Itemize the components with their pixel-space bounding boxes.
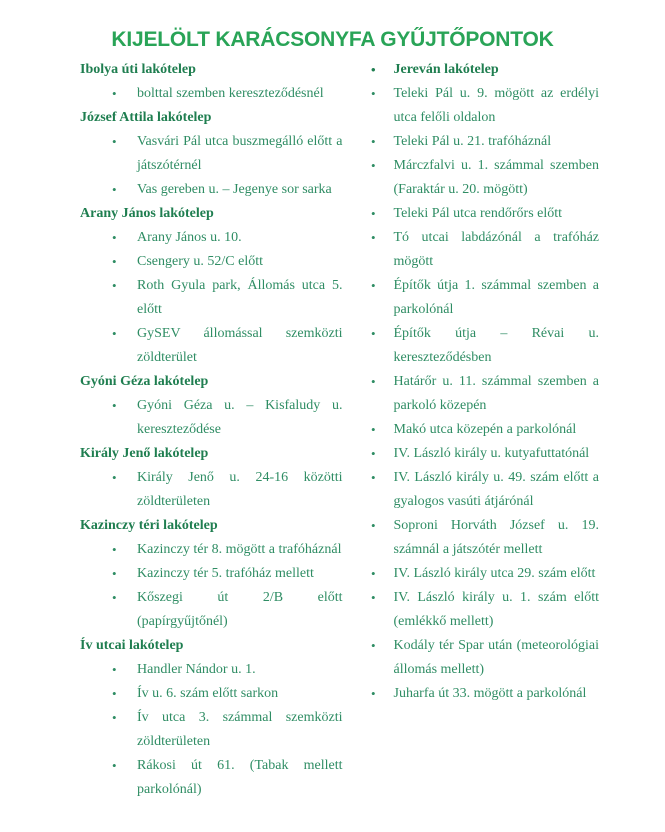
list-item [80, 250, 343, 274]
bullet-icon: • [371, 278, 376, 293]
bullet-icon: • [371, 326, 376, 341]
item-text: IV. László király utca 29. szám előtt [393, 566, 596, 581]
bullet-icon: • [112, 398, 117, 413]
bullet-icon: • [371, 638, 376, 653]
section-heading [371, 58, 599, 82]
list-item [371, 418, 599, 442]
item-text: Király Jenő u. 24-16 közötti zöldterületen [137, 470, 343, 509]
section-heading-label: Király Jenő lakótelep [80, 446, 209, 461]
item-text: Kazinczy tér 8. mögött a trafóháznál [137, 542, 342, 557]
item-text: bolttal szemben kereszteződésnél [137, 86, 324, 101]
list-item [80, 682, 343, 706]
item-text: Teleki Pál u. 9. mögött az erdélyi utca felőli oldalon [393, 86, 599, 125]
bullet-icon: • [371, 158, 376, 173]
item-text: IV. László király u. kutyafuttatónál [393, 446, 590, 461]
item-text: Márczfalvi u. 1. számmal szemben (Faraktár u. 20. mögött) [393, 158, 599, 197]
item-text: Vasvári Pál utca buszmegálló előtt a játszótérnél [137, 134, 343, 173]
section-heading-label: József Attila lakótelep [80, 110, 212, 125]
bullet-icon: • [112, 710, 117, 725]
item-text: Ív utca 3. számmal szemközti zöldterületen [137, 710, 343, 749]
bullet-icon: • [371, 86, 376, 101]
bullet-icon: • [112, 662, 117, 677]
bullet-icon: • [371, 206, 376, 221]
page-title: KIJELÖLT KARÁCSONYFA GYŰJTŐPONTOK [111, 28, 554, 51]
bullet-icon: • [112, 182, 117, 197]
bullet-icon: • [112, 590, 117, 605]
list-item [371, 370, 599, 418]
section-heading-label: Gyóni Géza lakótelep [80, 374, 209, 389]
bullet-icon: • [371, 590, 376, 605]
section-heading-label: Kazinczy téri lakótelep [80, 518, 218, 533]
list-item [80, 82, 343, 106]
list-item [371, 514, 599, 562]
section-heading [80, 442, 343, 466]
list-item [371, 562, 599, 586]
list-item [371, 202, 599, 226]
list-item [371, 634, 599, 682]
bullet-icon: • [371, 518, 376, 533]
list-item [80, 178, 343, 202]
column-right [371, 58, 599, 706]
item-text: Rákosi út 61. (Tabak mellett parkolónál) [137, 758, 343, 797]
list-item [371, 130, 599, 154]
section-heading-label: Arany János lakótelep [80, 206, 214, 221]
section-heading [80, 202, 343, 226]
bullet-icon: • [371, 446, 376, 461]
list-item [80, 322, 343, 370]
list-item [80, 538, 343, 562]
item-text: Kazinczy tér 5. trafóház mellett [137, 566, 314, 581]
bullet-icon: • [112, 686, 117, 701]
item-text: Építők útja 1. számmal szemben a parkolónál [393, 278, 599, 317]
bullet-icon: • [371, 230, 376, 245]
bullet-icon: • [371, 374, 376, 389]
list-item [80, 706, 343, 754]
list-item [371, 82, 599, 130]
item-text: Teleki Pál u. 21. trafóháznál [393, 134, 552, 149]
list-item [80, 226, 343, 250]
list-item [80, 274, 343, 322]
item-text: Határőr u. 11. számmal szemben a parkoló közepén [393, 374, 599, 413]
item-text: Teleki Pál utca rendőrőrs előtt [393, 206, 563, 221]
item-text: Handler Nándor u. 1. [137, 662, 256, 677]
bullet-icon: • [371, 686, 376, 701]
list-item [80, 394, 343, 442]
list-item [371, 274, 599, 322]
item-text: Kőszegi út 2/B előtt (papírgyűjtőnél) [137, 590, 343, 629]
list-item [371, 442, 599, 466]
section-heading [80, 370, 343, 394]
list-item [371, 586, 599, 634]
item-text: GySEV állomással szemközti zöldterület [137, 326, 343, 365]
section-heading [80, 58, 343, 82]
bullet-icon: • [371, 470, 376, 485]
item-text: Roth Gyula park, Állomás utca 5. előtt [137, 278, 343, 317]
item-text: Juharfa út 33. mögött a parkolónál [393, 686, 587, 701]
list-item [80, 562, 343, 586]
section-heading [80, 106, 343, 130]
bullet-icon: • [112, 542, 117, 557]
section-heading-label: Ibolya úti lakótelep [80, 62, 196, 77]
section-heading-label: Ív utcai lakótelep [80, 638, 184, 653]
bullet-icon: • [371, 62, 376, 77]
column-left [80, 58, 343, 802]
bullet-icon: • [112, 566, 117, 581]
bullet-icon: • [112, 758, 117, 773]
bullet-icon: • [112, 230, 117, 245]
item-text: Soproni Horváth József u. 19. számnál a játszótér mellett [393, 518, 599, 557]
section-heading [80, 634, 343, 658]
item-text: IV. László király u. 49. szám előtt a gyalogos vasúti átjárónál [393, 470, 599, 509]
list-item [371, 466, 599, 514]
section-heading-label: Jereván lakótelep [393, 62, 499, 77]
list-item [80, 754, 343, 802]
item-text: Gyóni Géza u. – Kisfaludy u. kereszteződése [137, 398, 343, 437]
bullet-icon: • [112, 326, 117, 341]
list-item [371, 154, 599, 202]
bullet-icon: • [112, 278, 117, 293]
item-text: Makó utca közepén a parkolónál [393, 422, 577, 437]
list-item [371, 322, 599, 370]
bullet-icon: • [371, 134, 376, 149]
bullet-icon: • [112, 254, 117, 269]
item-text: IV. László király u. 1. szám előtt (emlékkő mellett) [393, 590, 599, 629]
list-item [371, 682, 599, 706]
item-text: Vas gereben u. – Jegenye sor sarka [137, 182, 332, 197]
list-item [371, 226, 599, 274]
item-text: Ív u. 6. szám előtt sarkon [137, 686, 279, 701]
bullet-icon: • [371, 422, 376, 437]
list-item [80, 658, 343, 682]
item-text: Tó utcai labdázónál a trafóház mögött [393, 230, 599, 269]
bullet-icon: • [112, 134, 117, 149]
bullet-icon: • [112, 470, 117, 485]
list-item [80, 130, 343, 178]
item-text: Arany János u. 10. [137, 230, 242, 245]
item-text: Építők útja – Révai u. kereszteződésben [393, 326, 599, 365]
bullet-icon: • [112, 86, 117, 101]
bullet-icon: • [371, 566, 376, 581]
item-text: Csengery u. 52/C előtt [137, 254, 263, 269]
section-heading [80, 514, 343, 538]
item-text: Kodály tér Spar után (meteorológiai állomás mellett) [393, 638, 599, 677]
list-item [80, 466, 343, 514]
list-item [80, 586, 343, 634]
